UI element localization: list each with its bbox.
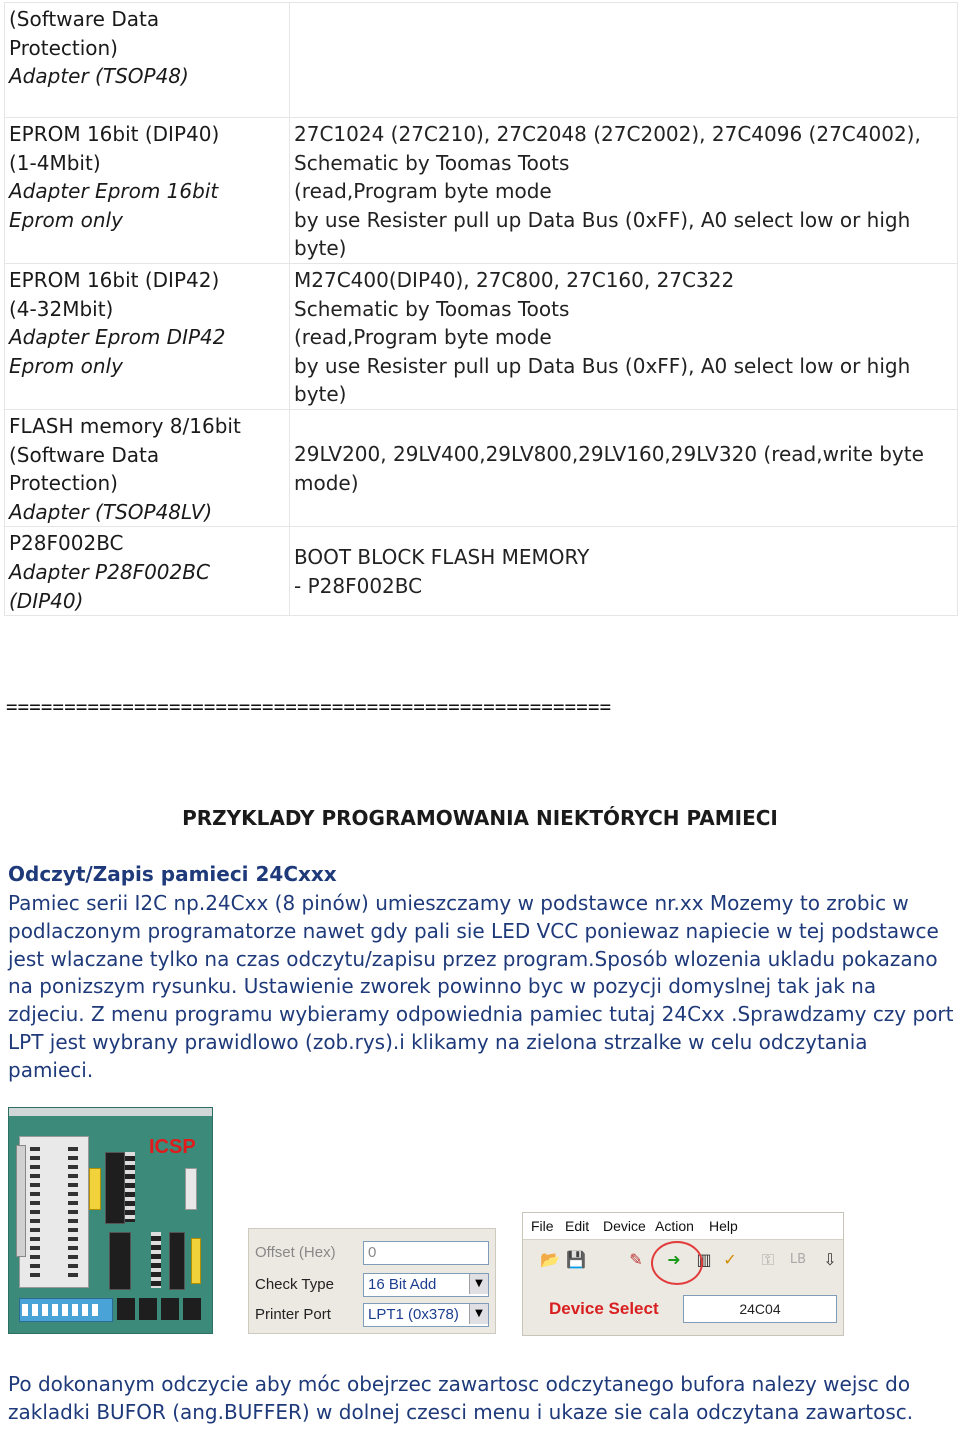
chip-icon[interactable]: ▥ (696, 1250, 712, 1269)
adapter-model: Adapter (TSOP48) (9, 64, 189, 89)
menu-edit[interactable]: Edit (565, 1218, 590, 1234)
description-cell (290, 263, 958, 409)
closing-paragraph: Po dokonanym odczycie aby móc obejrzec zawartosc odczytanego bufora nalezy wejsc do zakladki BUFOR (ang.BUFFER) w dolnej czesci menu i ukaze sie cala odczytana zawartosc. (8, 1372, 914, 1424)
ic-chip (169, 1232, 185, 1290)
check-type-value: 16 Bit Add (368, 1276, 437, 1293)
adapter-cell (5, 118, 290, 264)
zif-lever (16, 1145, 26, 1257)
zif-socket (19, 1136, 89, 1288)
description-line: 29LV200, 29LV400,29LV800,29LV160,29LV320 (read,write byte (294, 441, 924, 466)
offset-label: Offset (Hex) (255, 1244, 336, 1261)
programmer-board-photo (8, 1107, 213, 1334)
description-line: - P28F002BC (294, 573, 423, 598)
adapter-name: P28F002BC (9, 531, 124, 556)
adapter-cell (5, 527, 290, 616)
section-heading: PRZYKLADY PROGRAMOWANIA NIEKTÓRYCH PAMIECI (182, 806, 778, 830)
separator-line: ==================================================== (6, 696, 612, 718)
highlight-circle (651, 1241, 703, 1285)
table-row (5, 527, 958, 616)
adapter-cell (5, 409, 290, 526)
icsp-label: ICSP (149, 1136, 196, 1158)
ic-chip (109, 1232, 131, 1290)
adapter-name: (4-32Mbit) (9, 296, 114, 321)
description-line: (read,Program byte mode (294, 325, 552, 350)
printer-port-select[interactable] (363, 1303, 489, 1327)
jumper (89, 1168, 101, 1210)
table-row (5, 118, 958, 264)
ic-chip (105, 1152, 125, 1224)
adapter-cell (5, 263, 290, 409)
lb-icon[interactable]: LB (789, 1252, 807, 1267)
menu-help[interactable]: Help (709, 1218, 738, 1234)
description-line: (read,Program byte mode (294, 179, 552, 204)
read-icon[interactable]: ⇩ (823, 1250, 837, 1269)
description-line: Schematic by Toomas Toots (294, 296, 570, 321)
table-row (5, 3, 958, 118)
adapter-name: EPROM 16bit (DIP42) (9, 267, 220, 292)
description-line: Schematic by Toomas Toots (294, 150, 570, 175)
save-icon[interactable]: 💾 (566, 1250, 586, 1269)
offset-field[interactable] (363, 1241, 489, 1265)
adapter-model: Adapter P28F002BC (9, 559, 210, 584)
description-cell (290, 118, 958, 264)
table-row (5, 409, 958, 526)
printer-port-row (253, 1303, 491, 1327)
description-line: M27C400(DIP40), 27C800, 27C160, 27C322 (294, 267, 735, 292)
device-select-label: Device Select (549, 1299, 659, 1318)
description-line: by use Resister pull up Data Bus (0xFF), A0 select low or high (294, 207, 911, 232)
chevron-down-icon[interactable]: ▼ (469, 1274, 488, 1294)
device-select-field[interactable]: 24C04 (683, 1295, 837, 1323)
description-line: by use Resister pull up Data Bus (0xFF), A0 select low or high (294, 353, 911, 378)
printer-port-value: LPT1 (0x378) (368, 1306, 459, 1323)
table-row (5, 263, 958, 409)
adapter-model: Adapter Eprom DIP42 (9, 325, 226, 350)
dip-switch (19, 1298, 113, 1322)
ic-socket (151, 1232, 161, 1288)
menu-file[interactable]: File (531, 1218, 554, 1234)
socket-pins (68, 1147, 78, 1277)
socket-pins (30, 1147, 40, 1277)
description-cell (290, 527, 958, 616)
board-edge (9, 1108, 212, 1116)
description-line: mode) (294, 470, 359, 495)
instructions-paragraph: Pamiec serii I2C np.24Cxx (8 pinów) umieszczamy w podstawce nr.xx Mozemy to zrobic w podlaczonym programatorze nawet gdy pali sie LED VCC poniewaz napiecie w tej podstawce jest wlaczane tylko na czas odczytu/zapisu przez program.Sposób wlozenia ukladu pokazano na ponizszym rysunku. Ustawienie zworek powinno byc w pozycji domyslnej tak jak na zdjeciu. Z menu programu wybieramy odpowiednia pamiec tutaj 24Cxx .Sprawdzamy czy port LPT jest wybrany prawidlowo (zob.rys).i klikamy na zielona strzalke w celu odczytania pamieci. (8, 891, 954, 1082)
menu-action[interactable]: Action (655, 1218, 694, 1234)
printer-port-label: Printer Port (255, 1306, 331, 1323)
programmer-app-window (522, 1212, 844, 1336)
adapter-name: EPROM 16bit (DIP40) (9, 122, 220, 146)
ic-socket (125, 1152, 135, 1222)
adapter-model: Eprom only (9, 353, 123, 378)
settings-panel (248, 1228, 496, 1334)
lock-icon[interactable]: ⚿ (761, 1250, 775, 1269)
adapter-model: Adapter (TSOP48LV) (9, 499, 213, 524)
menu-bar (523, 1213, 843, 1240)
adapter-name: (1-4Mbit) (9, 150, 101, 175)
bottom-chips (117, 1298, 205, 1320)
verify-icon[interactable]: ✓ (723, 1250, 737, 1269)
adapter-name: (Software Data (9, 442, 160, 467)
description-line: 27C1024 (27C210), 27C2048 (27C2002), 27C4096 (27C4002), (294, 122, 921, 146)
jumper (191, 1238, 201, 1284)
open-icon[interactable]: 📂 (540, 1250, 560, 1269)
offset-row (253, 1241, 491, 1265)
adapter-cell (5, 3, 290, 118)
adapter-model: (DIP40) (9, 588, 84, 613)
adapter-table (4, 2, 958, 616)
check-type-row (253, 1273, 491, 1297)
chevron-down-icon[interactable]: ▼ (469, 1304, 488, 1324)
read-arrow-icon[interactable]: ➜ (667, 1250, 681, 1269)
adapter-name: (Software Data (9, 7, 160, 31)
adapter-name: FLASH memory 8/16bit (9, 413, 241, 438)
description-line: BOOT BLOCK FLASH MEMORY (294, 545, 590, 570)
description-cell (290, 3, 958, 118)
adapter-name: Protection) (9, 471, 118, 496)
adapter-name: Protection) (9, 35, 118, 60)
erase-icon[interactable]: ✎ (629, 1250, 643, 1269)
menu-device[interactable]: Device (603, 1218, 646, 1234)
description-line: byte) (294, 382, 347, 407)
subsection-heading: Odczyt/Zapis pamieci 24Cxxx (8, 862, 337, 886)
adapter-model: Eprom only (9, 207, 123, 232)
description-cell (290, 409, 958, 526)
description-line: byte) (294, 236, 347, 261)
check-type-select[interactable] (363, 1273, 489, 1297)
offset-value: 0 (368, 1244, 377, 1261)
jumper (185, 1168, 197, 1210)
adapter-model: Adapter Eprom 16bit (9, 179, 219, 204)
check-type-label: Check Type (255, 1276, 334, 1293)
